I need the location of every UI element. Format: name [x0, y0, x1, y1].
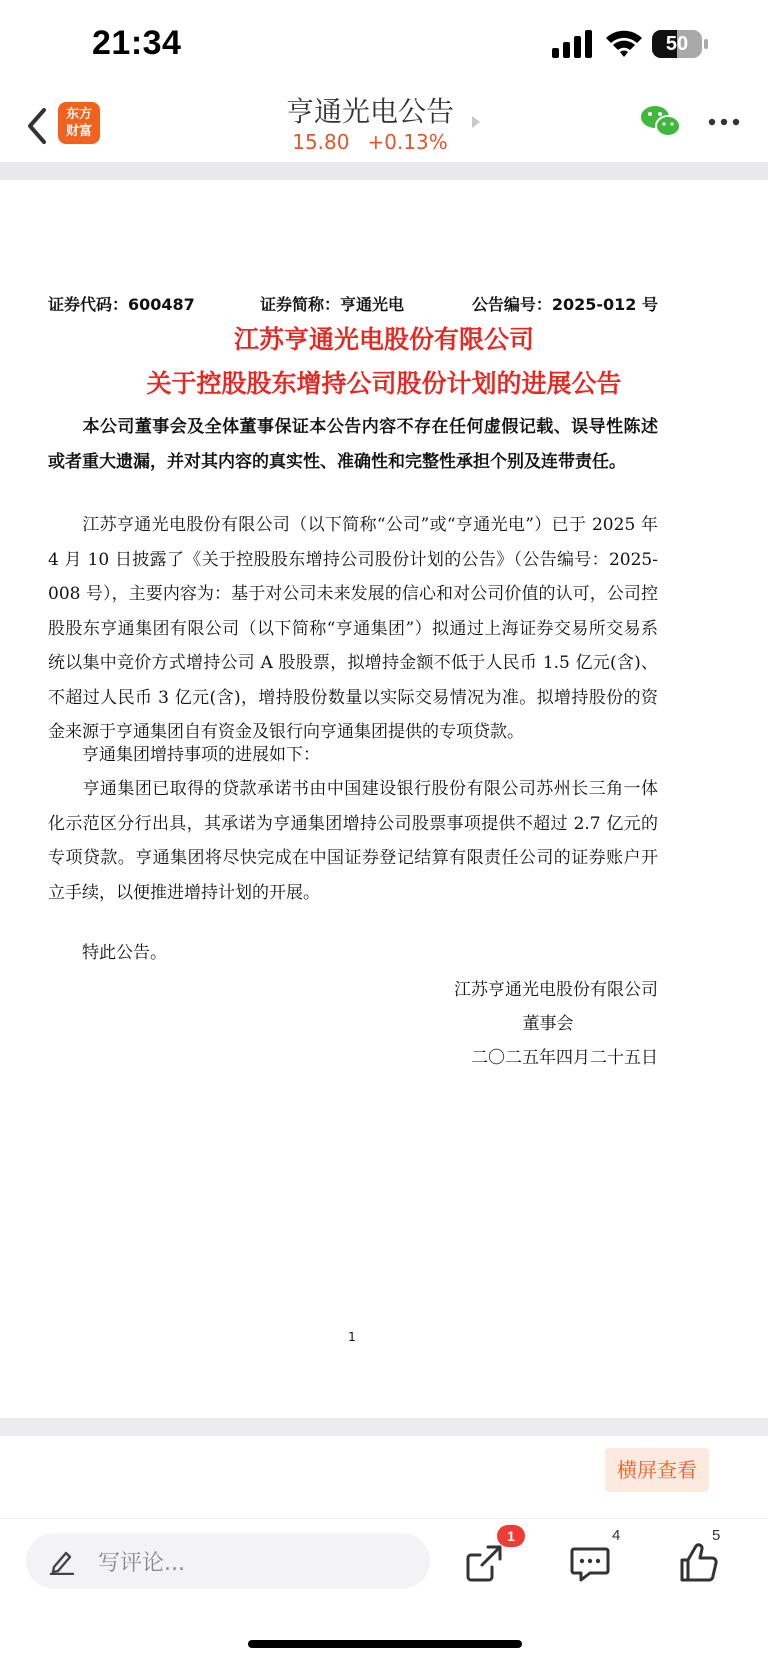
battery-indicator	[652, 30, 710, 58]
stock-price: 15.80	[292, 130, 350, 154]
pen-icon	[48, 1547, 76, 1575]
page-number: 1	[348, 1330, 356, 1344]
more-icon[interactable]	[708, 118, 740, 126]
status-time: 21:34	[92, 24, 182, 62]
wifi-icon	[604, 26, 644, 60]
like-count: 5	[712, 1527, 721, 1544]
security-code: 证券代码：600487	[48, 295, 195, 314]
stock-change: +0.13%	[367, 130, 448, 154]
comment-input[interactable]	[26, 1533, 430, 1589]
body-paragraph-2: 亨通集团增持事项的进展如下：	[82, 745, 320, 765]
home-indicator	[248, 1640, 522, 1648]
comment-placeholder: 写评论...	[98, 1551, 185, 1576]
share-icon[interactable]	[462, 1541, 506, 1585]
signature-company: 江苏亨通光电股份有限公司	[454, 980, 658, 1000]
wechat-icon[interactable]	[640, 104, 682, 140]
battery-percent: 50	[665, 33, 689, 55]
nav-bar	[0, 90, 768, 162]
app-logo[interactable]: 东方 财富	[58, 102, 100, 144]
status-bar	[0, 0, 768, 90]
back-chevron-icon[interactable]	[22, 106, 52, 146]
caret-right-icon	[472, 116, 480, 128]
document-title-company: 江苏亨通光电股份有限公司	[233, 325, 534, 354]
comment-icon[interactable]	[568, 1541, 612, 1585]
announcement-document	[0, 180, 768, 1418]
divider	[0, 162, 768, 180]
cellular-signal-icon	[552, 30, 594, 58]
closing-text: 特此公告。	[82, 943, 167, 963]
body-paragraph-1: 江苏亨通光电股份有限公司（以下简称“公司”或“亨通光电”）已于 2025 年 4 月 10 日披露了《关于控股股东增持公司股份计划的公告》（公告编号：2025-008 号），主要内容为：基于对公司未来发展的信心和对公司价值的认可，公司控股股东亨通集团有限公司（以下简称“亨通集团”）拟通过上海证券交易所交易系统以集中竞价方式增持公司 A 股股票，拟增持金额不低于人民币 1.5 亿元(含)、不超过人民币 3 亿元(含)，增持股份数量以实际交易情况为准。拟增持股份的资金来源于亨通集团自有资金及银行向亨通集团提供的专项贷款。	[48, 515, 658, 742]
comment-count: 4	[612, 1527, 621, 1544]
body-paragraph-3: 亨通集团已取得的贷款承诺书由中国建设银行股份有限公司苏州长三角一体化示范区分行出具，其承诺为亨通集团增持公司股票事项提供不超过 2.7 亿元的专项贷款。亨通集团将尽快完成在中国证券登记结算有限责任公司的证券账户开立手续，以便推进增持计划的开展。	[48, 779, 658, 903]
share-badge: 1	[497, 1525, 525, 1547]
signature-board: 董事会	[522, 1014, 574, 1034]
divider	[0, 1418, 768, 1436]
page-title[interactable]: 亨通光电公告	[285, 95, 454, 128]
stock-quote[interactable]	[200, 130, 540, 154]
declaration-paragraph: 本公司董事会及全体董事保证本公告内容不存在任何虚假记载、误导性陈述或者重大遗漏，并对其内容的真实性、准确性和完整性承担个别及连带责任。	[48, 417, 658, 472]
security-name: 证券简称：亨通光电	[260, 295, 405, 314]
landscape-view-button[interactable]: 横屏查看	[605, 1448, 709, 1492]
thumbs-up-icon[interactable]	[676, 1541, 720, 1585]
document-title-subject: 关于控股股东增持公司股份计划的进展公告	[146, 369, 622, 398]
notice-number: 公告编号：2025-012 号	[471, 295, 658, 314]
signature-date: 二〇二五年四月二十五日	[471, 1048, 658, 1068]
